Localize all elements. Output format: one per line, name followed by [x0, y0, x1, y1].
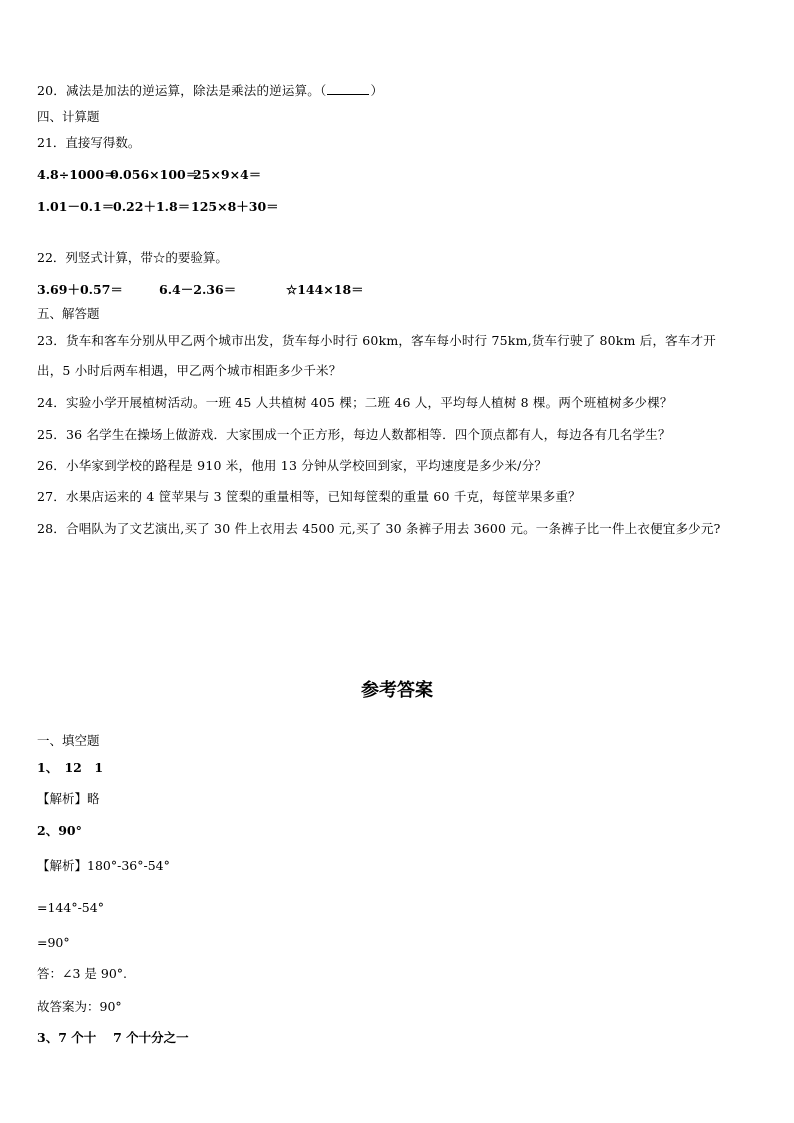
answer-2-conclusion: 答：∠3 是 90°.: [37, 966, 128, 981]
question-20-close: ）: [370, 83, 384, 98]
question-20-text: 20．减法是加法的逆运算，除法是乘法的逆运算。（: [37, 83, 327, 98]
question-23-line-1: 23．货车和客车分别从甲乙两个城市出发，货车每小时行 60km，客车每小时行 75km,货车行驶了 80km 后，客车才开: [37, 333, 716, 348]
answer-1: 1、 12 1: [37, 760, 104, 775]
question-21-title: 21．直接写得数。: [37, 135, 141, 150]
calc-item: 4.8÷1000＝: [37, 167, 117, 182]
question-23-line-2: 出，5 小时后两车相遇，甲乙两个城市相距多少千米？: [37, 363, 342, 378]
answers-section-1-heading: 一、填空题: [37, 733, 100, 748]
question-24: 24．实验小学开展植树活动。一班 45 人共植树 405 棵；二班 46 人，平均每人植树 8 棵。两个班植树多少棵？: [37, 395, 673, 410]
calc-item: ☆144×18＝: [286, 282, 364, 297]
question-25: 25．36 名学生在操场上做游戏．大家围成一个正方形，每边人数都相等．四个顶点都有人，每边各有几名学生？: [37, 427, 671, 442]
answer-blank: [327, 83, 369, 95]
question-26: 26．小华家到学校的路程是 910 米，他用 13 分钟从学校回到家，平均速度是多少米/分？: [37, 458, 547, 473]
question-20: [37, 83, 383, 99]
calc-item: 25×9×4＝: [193, 167, 262, 182]
question-22-title: 22．列竖式计算，带☆的要验算。: [37, 250, 228, 265]
calc-item: 125×8＋30＝: [191, 199, 279, 214]
question-28: 28．合唱队为了文艺演出,买了 30 件上衣用去 4500 元,买了 30 条裤子用去 3600 元。一条裤子比一件上衣便宜多少元?: [37, 521, 721, 536]
answers-title: 参考答案: [361, 680, 433, 701]
answer-1-analysis: 【解析】略: [37, 791, 100, 806]
answer-2: 2、90°: [37, 823, 82, 838]
answer-2-step-2: =90°: [37, 935, 70, 950]
answer-2-analysis: 【解析】180°-36°-54°: [37, 858, 170, 873]
calc-item: 6.4－2.36＝: [159, 282, 237, 297]
question-27: 27．水果店运来的 4 筐苹果与 3 筐梨的重量相等，已知每筐梨的重量 60 千克，每筐苹果多重？: [37, 489, 581, 504]
section-5-heading: 五、解答题: [37, 306, 100, 321]
section-4-heading: 四、计算题: [37, 109, 100, 124]
calc-item: 0.22＋1.8＝: [113, 199, 191, 214]
answer-3: 3、7 个十 7 个十分之一: [37, 1030, 189, 1045]
answer-2-final: 故答案为：90°: [37, 999, 122, 1014]
calc-item: 3.69＋0.57＝: [37, 282, 123, 297]
calc-item: 0.056×100＝: [110, 167, 199, 182]
calc-item: 1.01－0.1＝: [37, 199, 115, 214]
answer-2-step-1: =144°-54°: [37, 900, 104, 915]
